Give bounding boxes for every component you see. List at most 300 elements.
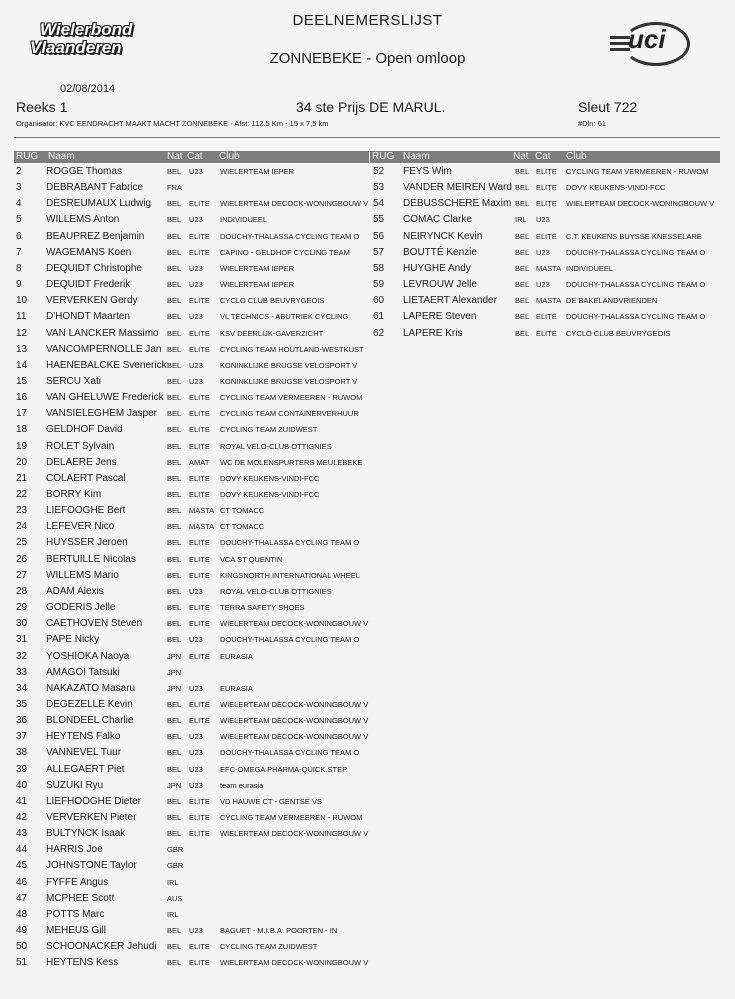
rider-nationality: BEL	[167, 457, 182, 467]
rider-name: PAPE Nicky	[46, 634, 100, 646]
rider-name: HAENEBALCKE Svenerick	[46, 359, 167, 371]
rider-name: DELAERE Jens	[46, 456, 117, 468]
rider-club: KSV DEERLIJK-GAVERZICHT	[220, 328, 324, 338]
rider-nationality: BEL	[515, 247, 530, 257]
rider-club: INDIVIDUEEL	[220, 215, 268, 225]
rider-name: COLAERT Pascal	[46, 472, 126, 484]
rider-club: CYCLING TEAM VERMEEREN - RUWOM	[566, 167, 709, 176]
rider-number: 5	[16, 214, 22, 226]
rider-club: CT TOMACC	[220, 522, 265, 532]
rider-name: MCPHEE Scott	[46, 892, 115, 904]
rider-number: 22	[16, 489, 28, 500]
rider-name: YOSHIOKA Naoya	[46, 650, 130, 662]
rider-category: ELITE	[189, 393, 210, 403]
rider-name: BULTYNCK Isaak	[46, 828, 126, 840]
sleut-label: Sleut 722	[578, 99, 638, 115]
rider-nationality: BEL	[167, 473, 182, 483]
reeks-label: Reeks 1	[16, 99, 68, 115]
rider-category: ELITE	[536, 167, 557, 176]
rider-club: CAPINO - GELDHOF CYCLING TEAM	[220, 247, 350, 257]
col-cat: Cat	[535, 151, 551, 162]
rider-nationality: BEL	[167, 603, 182, 613]
rider-club: WIELERTEAM DECOCK-WONINGBOUW V	[220, 199, 369, 209]
rider-club: VL TECHNICS - ABUTRIEK CYCLING	[220, 312, 349, 322]
rider-club: CYCLING TEAM HOUTLAND-WESTKUST	[220, 344, 364, 354]
col-cat: Cat	[187, 151, 203, 162]
rider-category: ELITE	[189, 199, 210, 209]
rider-club: EURASIA	[220, 683, 253, 693]
rider-name: HARRIS Joe	[46, 844, 103, 856]
rider-club: DOVY KEUKENS-VINDI-FCC	[220, 490, 320, 499]
rider-club: VCA ST QUENTIN	[220, 554, 283, 564]
rider-club: VD HAUWE CT - GENTSE VS	[220, 796, 322, 806]
logo-text-line2: Vlaanderen	[30, 38, 122, 57]
rider-club: WIELERTEAM DECOCK-WONINGBOUW V	[220, 716, 369, 726]
rider-name: LIEFHOOGHE Dieter	[46, 795, 142, 807]
rider-category: ELITE	[189, 490, 210, 499]
rider-name: ADAM Alexis	[46, 585, 104, 597]
rider-category: ELITE	[189, 619, 210, 629]
rider-name: WILLEMS Anton	[46, 214, 120, 226]
rider-nationality: BEL	[167, 732, 182, 742]
rider-number: 14	[16, 359, 28, 371]
rider-nationality: BEL	[167, 263, 182, 273]
rider-club: EURASIA	[220, 651, 253, 661]
rider-name: WILLEMS Mario	[46, 569, 119, 581]
rider-name: POTTS Marc	[46, 908, 105, 920]
rider-category: ELITE	[189, 409, 210, 419]
rider-nationality: BEL	[167, 393, 182, 403]
rider-nationality: BEL	[167, 829, 182, 839]
rider-number: 62	[373, 327, 385, 339]
col-nat: Nat	[167, 151, 183, 162]
rider-nationality: JPN	[167, 667, 182, 677]
rider-nationality: BEL	[167, 506, 182, 516]
rider-category: ELITE	[189, 942, 210, 952]
rider-club: WIELERTEAM IEPER	[220, 167, 295, 176]
rider-name: DEQUIDT Frederik	[46, 279, 131, 291]
rider-category: U23	[189, 780, 203, 790]
rider-nationality: JPN	[167, 780, 182, 790]
rider-name: BORRY Kim	[46, 489, 102, 500]
rider-nationality: BEL	[167, 344, 182, 354]
rider-nationality: BEL	[167, 554, 182, 564]
rider-number: 3	[16, 182, 22, 194]
rider-number: 45	[16, 860, 28, 872]
rider-club: DOUCHY-THALASSA CYCLING TEAM O	[220, 635, 360, 645]
rider-name: VAN GHELUWE Frederick	[46, 392, 164, 404]
rider-nationality: BEL	[167, 570, 182, 580]
rider-name: LIEFOOGHE Bert	[46, 505, 126, 517]
rider-number: 8	[16, 262, 22, 274]
col-club: Club	[219, 151, 240, 162]
rider-number: 4	[16, 198, 22, 210]
rider-category: U23	[189, 215, 203, 225]
rider-name: HEYTENS Falko	[46, 731, 121, 743]
rider-category: U23	[536, 280, 550, 290]
rider-name: ALLEGAERT Piet	[46, 763, 125, 775]
rider-category: U23	[189, 635, 203, 645]
rider-category: U23	[189, 586, 203, 596]
rider-name: LIETAERT Alexander	[403, 295, 497, 307]
rider-nationality: BEL	[167, 360, 182, 370]
rider-number: 30	[16, 618, 28, 630]
rider-club: CYCLING TEAM VERMEEREN - RUWOM	[220, 393, 363, 403]
rider-nationality: BEL	[167, 764, 182, 774]
rider-number: 53	[373, 182, 385, 194]
rider-nationality: IRL	[515, 215, 527, 225]
rider-number: 37	[16, 731, 28, 743]
rider-number: 15	[16, 375, 28, 387]
race-name: 34 ste Prijs DE MARUL.	[296, 99, 446, 115]
rider-number: 38	[16, 747, 28, 759]
rider-name: BEAUPREZ Benjamin	[46, 230, 145, 242]
rider-number: 54	[373, 198, 385, 210]
rider-nationality: BEL	[167, 586, 182, 596]
rider-name: JOHNSTONE Taylor	[46, 860, 137, 872]
rider-club: WIELERTEAM DECOCK-WONINGBOUW V	[566, 199, 715, 209]
rider-nationality: GBR	[167, 845, 184, 855]
rider-name: GELDHOF David	[46, 424, 123, 436]
rider-category: U23	[189, 926, 203, 936]
col-naam: Naam	[48, 151, 75, 162]
rider-number: 10	[16, 295, 28, 307]
rider-number: 6	[16, 230, 22, 242]
rider-club: KONINKLIJKE BRUGSE VELOSPORT V	[220, 360, 358, 370]
rider-nationality: BEL	[515, 328, 530, 338]
rider-nationality: BEL	[167, 522, 182, 532]
rider-number: 36	[16, 715, 28, 727]
rider-name: NAKAZATO Masaru	[46, 682, 136, 694]
rider-category: ELITE	[536, 199, 557, 209]
rider-nationality: GBR	[167, 861, 184, 871]
rider-category: ELITE	[189, 247, 210, 257]
rider-club: WIELERTEAM DECOCK-WONINGBOUW V	[220, 699, 369, 709]
rider-number: 12	[16, 327, 28, 339]
rider-nationality: BEL	[167, 716, 182, 726]
organisator-line: Organisator: KVC EENDRACHT MAAKT MACHT ZONNEBEKE - Afst: 112.5 Km - 15 x 7,5 km	[16, 119, 329, 128]
rider-number: 58	[373, 262, 385, 274]
rider-nationality: BEL	[167, 199, 182, 209]
rider-club: WIELERTEAM IEPER	[220, 280, 295, 290]
rider-name: BERTUILLE Nicolas	[46, 553, 136, 565]
rider-club: DOUCHY-THALASSA CYCLING TEAM O	[220, 231, 360, 241]
table-header-left	[14, 151, 369, 163]
rider-club: WIELERTEAM DECOCK-WONINGBOUW V	[220, 732, 369, 742]
rider-club: CYCLING TEAM CONTAINERVERHUUR	[220, 409, 359, 419]
rider-number: 28	[16, 585, 28, 597]
rider-nationality: BEL	[167, 231, 182, 241]
rider-name: VANNEVEL Tuur	[46, 747, 122, 759]
rider-name: D'HONDT Maarten	[46, 311, 130, 323]
rider-category: ELITE	[189, 651, 210, 661]
uci-logo-text: uci	[628, 24, 666, 54]
rider-club: DOUCHY-THALASSA CYCLING TEAM O	[566, 247, 706, 257]
rider-number: 25	[16, 537, 28, 549]
rider-nationality: BEL	[167, 926, 182, 936]
rider-nationality: BEL	[515, 312, 530, 322]
rider-name: MEHEUS Gill	[46, 925, 107, 937]
header-divider	[14, 137, 720, 138]
rider-number: 24	[16, 521, 28, 533]
rider-club: KINGSNORTH INTERNATIONAL WHEEL	[220, 570, 360, 580]
rider-category: U23	[189, 280, 203, 290]
rider-club: CYCLING TEAM ZUIDWEST	[220, 425, 318, 435]
rider-number: 11	[16, 311, 27, 323]
rider-category: MASTA	[536, 296, 562, 306]
rider-category: ELITE	[536, 312, 557, 322]
rider-nationality: BEL	[515, 296, 530, 306]
rider-club: TERRA SAFETY SHOES	[220, 603, 305, 613]
rider-category: U23	[189, 732, 203, 742]
rider-club: DOUCHY-THALASSA CYCLING TEAM O	[220, 538, 360, 548]
rider-nationality: BEL	[167, 376, 182, 386]
rider-number: 32	[16, 650, 28, 662]
rider-category: ELITE	[189, 699, 210, 709]
rider-club: C.T. KEUKENS BUYSSE KNESSELARE	[566, 231, 702, 241]
table-header-right	[370, 151, 720, 163]
rider-club: CYCLING TEAM ZUIDWEST	[220, 942, 318, 952]
rider-number: 46	[16, 876, 28, 888]
rider-number: 52	[373, 166, 385, 177]
rider-nationality: BEL	[167, 215, 182, 225]
rider-club: BAGUET - M.I.B.A. POORTEN - IN	[220, 926, 338, 936]
rider-category: ELITE	[536, 328, 557, 338]
rider-club: CYCLO CLUB BEUVRYGEOIS	[220, 296, 325, 306]
rider-category: ELITE	[189, 231, 210, 241]
rider-nationality: BEL	[515, 183, 530, 193]
rider-number: 13	[16, 343, 28, 355]
rider-number: 40	[16, 779, 28, 791]
rider-club: ROYAL VELO-CLUB OTTIGNIES	[220, 586, 332, 596]
rider-club: DOVY KEUKENS-VINDI-FCC	[220, 473, 320, 483]
rider-name: VANDER MEIREN Ward	[403, 182, 512, 194]
rider-category: ELITE	[189, 813, 210, 822]
rider-name: VERVERKEN Pieter	[46, 812, 137, 823]
participant-count: #Dln: 61	[578, 119, 606, 128]
rider-name: HUYGHE Andy	[403, 262, 471, 274]
rider-number: 59	[373, 279, 385, 291]
rider-name: NEIRYNCK Kevin	[403, 230, 483, 242]
rider-nationality: BEL	[167, 942, 182, 952]
rider-number: 23	[16, 505, 28, 517]
rider-nationality: BEL	[167, 280, 182, 290]
rider-number: 39	[16, 763, 28, 775]
rider-number: 50	[16, 941, 28, 953]
rider-number: 61	[373, 311, 385, 323]
rider-nationality: IRL	[167, 909, 179, 919]
rider-name: ROGGE Thomas	[46, 166, 122, 177]
col-rug: RUG	[372, 151, 395, 162]
rider-name: VERVERKEN Gerdy	[46, 295, 138, 307]
rider-name: LAPERE Steven	[403, 311, 477, 323]
rider-number: 49	[16, 925, 28, 937]
rider-nationality: BEL	[167, 425, 182, 435]
rider-club: WIELERTEAM DECOCK-WONINGBOUW V	[220, 958, 369, 968]
rider-nationality: BEL	[515, 199, 530, 209]
rider-club: DOUCHY-THALASSA CYCLING TEAM O	[220, 748, 360, 758]
rider-club: EFC-OMEGA PHARMA-QUICK.STEP	[220, 764, 348, 774]
rider-number: 35	[16, 698, 28, 710]
rider-nationality: BEL	[167, 958, 182, 968]
rider-name: DEGEZELLE Kevin	[46, 698, 133, 710]
rider-category: ELITE	[189, 441, 210, 451]
rider-number: 2	[16, 166, 22, 177]
rider-name: CAETHOVEN Steven	[46, 618, 143, 630]
rider-category: U23	[189, 360, 203, 370]
rider-category: MASTA	[189, 522, 215, 532]
rider-number: 16	[16, 392, 28, 404]
rider-nationality: BEL	[167, 748, 182, 758]
rider-number: 34	[16, 682, 28, 694]
rider-name: VANCOMPERNOLLE Jan	[46, 343, 162, 355]
col-club: Club	[566, 151, 587, 162]
rider-number: 42	[16, 812, 28, 823]
rider-number: 7	[16, 246, 22, 258]
rider-category: ELITE	[189, 603, 210, 613]
rider-category: U23	[536, 247, 550, 257]
rider-nationality: BEL	[167, 312, 182, 322]
rider-category: ELITE	[536, 183, 557, 193]
rider-number: 60	[373, 295, 385, 307]
rider-number: 41	[16, 795, 28, 807]
rider-nationality: BEL	[167, 167, 182, 176]
rider-name: LEVROUW Jelle	[403, 279, 477, 291]
rider-name: SCHOONACKER Jehudi	[46, 941, 157, 953]
logo-text-line1: Wielerbond	[40, 20, 133, 39]
rider-nationality: IRL	[167, 877, 179, 887]
rider-club: DE BAKELANDVRIENDEN	[566, 296, 658, 306]
rider-nationality: FRA	[167, 183, 182, 193]
rider-category: ELITE	[189, 716, 210, 726]
rider-club: WIELERTEAM DECOCK-WONINGBOUW V	[220, 829, 369, 839]
rider-number: 17	[16, 408, 28, 420]
rider-category: ELITE	[536, 231, 557, 241]
rider-name: BLONDEEL Charlie	[46, 715, 134, 727]
rider-category: MASTA	[536, 263, 562, 273]
rider-category: ELITE	[189, 328, 210, 338]
rider-club: DOUCHY-THALASSA CYCLING TEAM O	[566, 280, 706, 290]
rider-nationality: JPN	[167, 651, 182, 661]
rider-category: ELITE	[189, 958, 210, 968]
rider-name: LEFEVER Nico	[46, 521, 115, 533]
rider-nationality: BEL	[167, 296, 182, 306]
rider-category: ELITE	[189, 473, 210, 483]
rider-number: 55	[373, 214, 385, 226]
rider-category: U23	[536, 215, 550, 225]
rider-nationality: BEL	[167, 813, 182, 822]
rider-name: FEYS Wim	[403, 166, 452, 177]
rider-number: 47	[16, 892, 28, 904]
rider-nationality: BEL	[167, 635, 182, 645]
rider-nationality: BEL	[167, 328, 182, 338]
rider-nationality: BEL	[515, 231, 530, 241]
rider-number: 27	[16, 569, 28, 581]
rider-name: DEQUIDT Christophe	[46, 262, 142, 274]
rider-nationality: JPN	[167, 683, 182, 693]
rider-nationality: BEL	[167, 796, 182, 806]
rider-name: DEBRABANT Fabrice	[46, 182, 144, 194]
rider-category: ELITE	[189, 425, 210, 435]
rider-number: 33	[16, 666, 28, 678]
rider-name: GODERIS Jelle	[46, 602, 116, 614]
rider-name: BOUTTÉ Kenzie	[403, 246, 477, 258]
page-subtitle: ZONNEBEKE - Open omloop	[269, 50, 466, 67]
rider-category: AMAT	[189, 457, 210, 467]
rider-category: ELITE	[189, 829, 210, 839]
rider-nationality: AUS	[167, 893, 183, 903]
rider-nationality: BEL	[167, 409, 182, 419]
rider-number: 18	[16, 424, 28, 436]
rider-category: ELITE	[189, 296, 210, 306]
rider-nationality: BEL	[515, 280, 530, 290]
race-date: 02/08/2014	[60, 83, 116, 95]
rider-number: 9	[16, 279, 22, 291]
rider-name: VANSIELEGHEM Jasper	[46, 408, 157, 420]
rider-club: DOUCHY-THALASSA CYCLING TEAM O	[566, 312, 706, 322]
rider-nationality: BEL	[167, 490, 182, 499]
rider-name: AMAGOI Tatsuki	[46, 666, 120, 678]
col-naam: Naam	[403, 151, 430, 162]
rider-name: COMAC Clarke	[403, 214, 472, 226]
rider-number: 29	[16, 602, 28, 614]
rider-category: U23	[189, 167, 203, 176]
rider-category: ELITE	[189, 554, 210, 564]
rider-number: 44	[16, 844, 28, 856]
rider-club: WIELERTEAM IEPER	[220, 263, 295, 273]
rider-number: 51	[16, 957, 28, 969]
rider-club: WC DE MOLENSPURTERS MEULEBEKE	[220, 457, 363, 467]
rider-category: ELITE	[189, 570, 210, 580]
page-title: DEELNEMERSLIJST	[292, 12, 443, 29]
rider-name: HEYTENS Kess	[46, 957, 119, 969]
rider-nationality: BEL	[167, 699, 182, 709]
rider-category: U23	[189, 263, 203, 273]
rider-club: team eurasia	[220, 780, 264, 790]
rider-club: CT TOMACC	[220, 506, 265, 516]
rider-nationality: BEL	[167, 441, 182, 451]
rider-club: INDIVIDUEEL	[566, 263, 614, 273]
rider-club: KONINKLIJKE BRUGSE VELOSPORT V	[220, 376, 358, 386]
rider-number: 57	[373, 246, 385, 258]
rider-name: LAPERE Kris	[403, 327, 463, 339]
rider-nationality: BEL	[515, 263, 530, 273]
rider-name: SERCU Xati	[46, 375, 102, 387]
rider-category: U23	[189, 764, 203, 774]
rider-number: 21	[16, 472, 28, 484]
rider-number: 31	[16, 634, 28, 646]
rider-name: ROLET Sylvain	[46, 440, 115, 452]
rider-club: CYCLO CLUB BEUVRYGEOIS	[566, 328, 671, 338]
rider-number: 56	[373, 230, 385, 242]
rider-nationality: BEL	[167, 619, 182, 629]
rider-category: MASTA	[189, 506, 215, 516]
rider-number: 43	[16, 828, 28, 840]
col-nat: Nat	[513, 151, 529, 162]
rider-category: U23	[189, 748, 203, 758]
rider-nationality: BEL	[167, 247, 182, 257]
rider-name: FYFFE Angus	[46, 876, 109, 888]
rider-number: 19	[16, 440, 28, 452]
rider-number: 26	[16, 553, 28, 565]
rider-name: HUYSSER Jeroen	[46, 537, 128, 549]
col-rug: RUG	[16, 151, 39, 162]
rider-club: DOVY KEUKENS-VINDI-FCC	[566, 183, 666, 193]
rider-name: WAGEMANS Koen	[46, 246, 132, 258]
rider-club: CYCLING TEAM VERMEEREN - RUWOM	[220, 813, 363, 822]
rider-name: DESREUMAUX Ludwig	[46, 198, 152, 210]
rider-category: ELITE	[189, 344, 210, 354]
